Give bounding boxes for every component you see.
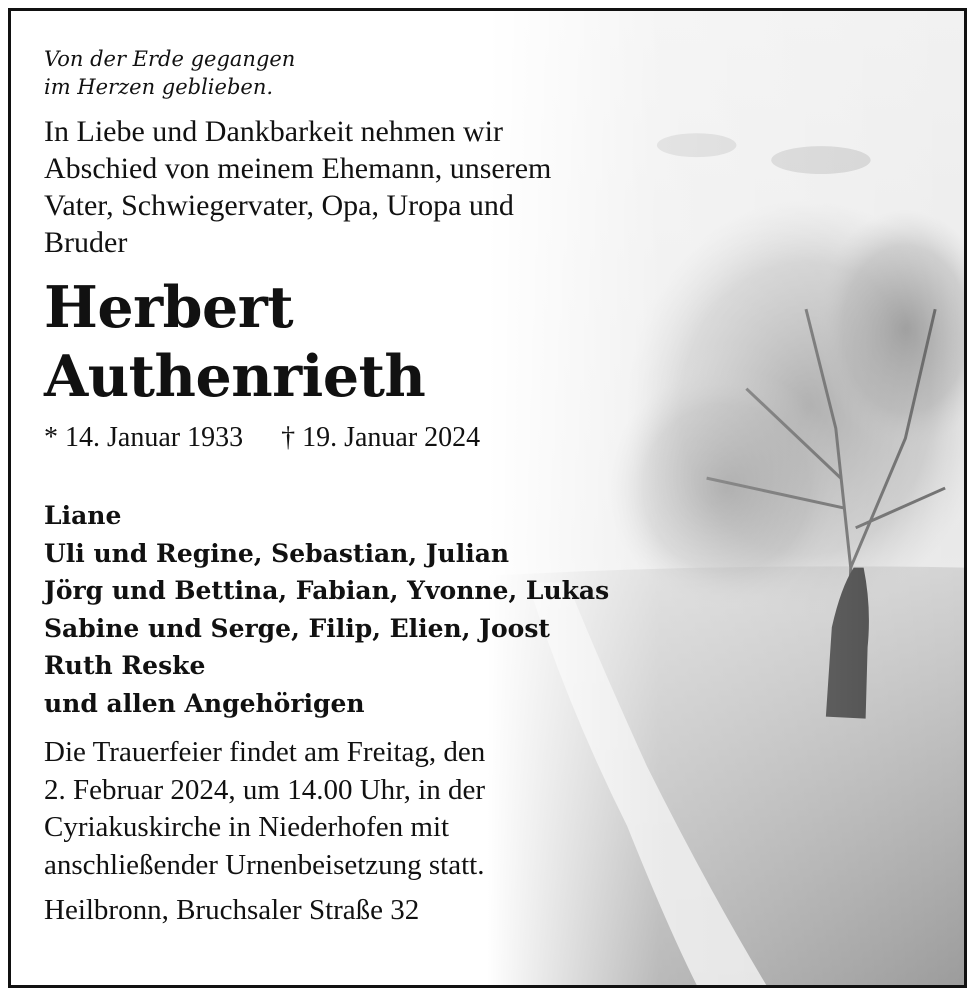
mourner-line: Jörg und Bettina, Fabian, Yvonne, Lukas xyxy=(44,576,610,605)
mourner-line: Ruth Reske xyxy=(44,651,206,680)
mourners-list xyxy=(44,497,744,722)
deceased-name xyxy=(44,273,744,411)
death-date: † 19. Januar 2024 xyxy=(281,422,481,453)
motto-line: im Herzen geblieben. xyxy=(44,75,274,99)
mourner-line: Liane xyxy=(44,501,122,530)
service-line: anschließender Urnenbeisetzung statt. xyxy=(44,848,485,881)
motto-line: Von der Erde gegangen xyxy=(44,47,296,71)
service-line: 2. Februar 2024, um 14.00 Uhr, in der xyxy=(44,773,486,806)
intro-line: In Liebe und Dankbarkeit nehmen wir xyxy=(44,115,504,148)
service-info xyxy=(44,734,744,884)
motto xyxy=(44,45,744,101)
obituary-frame xyxy=(8,8,967,988)
mourner-line: Sabine und Serge, Filip, Elien, Joost xyxy=(44,613,550,643)
obituary-text xyxy=(44,45,744,929)
address: Heilbronn, Bruchsaler Straße 32 xyxy=(44,894,420,926)
birth-date: * 14. Januar 1933 xyxy=(44,422,244,453)
service-line: Die Trauerfeier findet am Freitag, den xyxy=(44,736,486,768)
life-dates xyxy=(44,421,744,455)
intro-line: Abschied von meinem Ehemann, unserem xyxy=(44,152,552,185)
first-name: Herbert xyxy=(44,274,294,341)
mourner-line: Uli und Regine, Sebastian, Julian xyxy=(44,538,510,568)
intro-text xyxy=(44,113,744,261)
intro-line: Vater, Schwiegervater, Opa, Uropa und xyxy=(44,189,514,222)
mourner-line: und allen Angehörigen xyxy=(44,688,365,718)
intro-line: Bruder xyxy=(44,226,128,259)
service-line: Cyriakuskirche in Niederhofen mit xyxy=(44,811,450,843)
last-name: Authenrieth xyxy=(44,343,426,410)
